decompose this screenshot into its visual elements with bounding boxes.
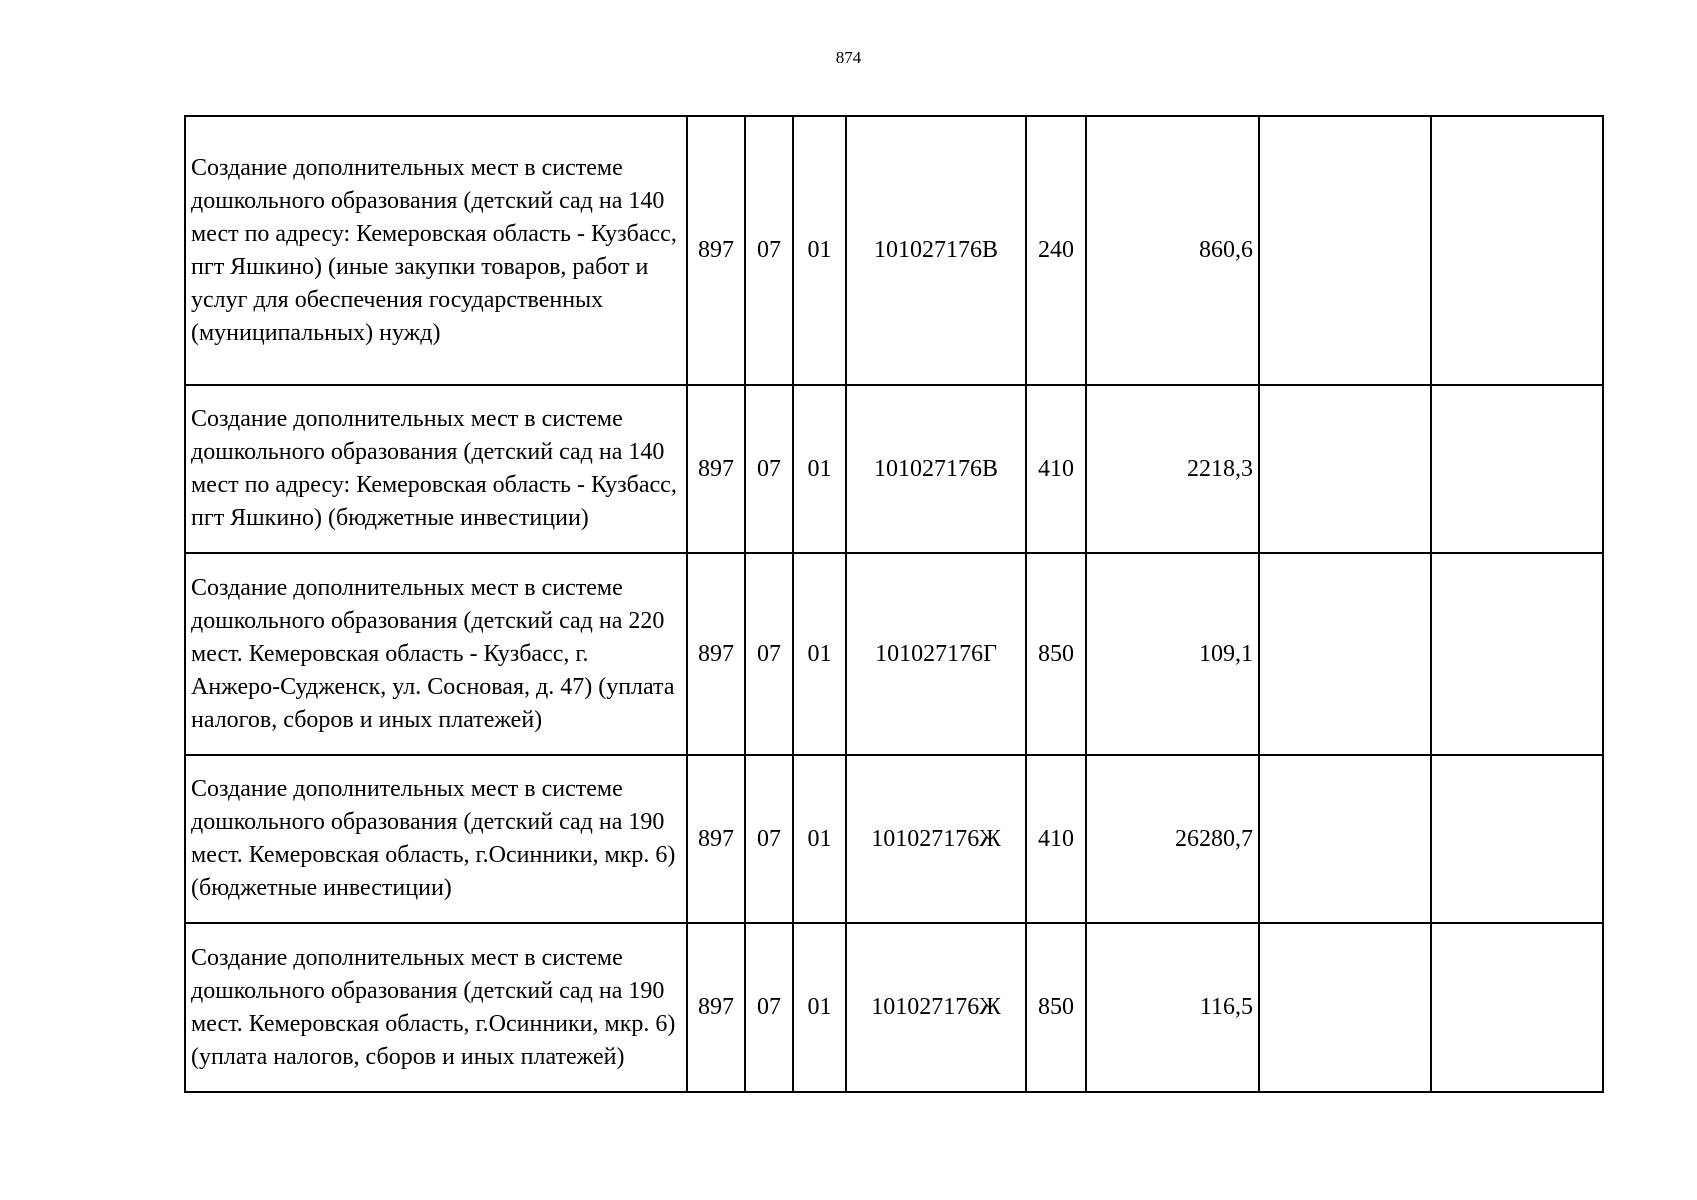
amount-cell: 26280,7 [1086, 755, 1259, 923]
expense-type-code: 850 [1026, 553, 1086, 755]
section-code: 07 [745, 116, 793, 385]
ministry-code: 897 [687, 116, 745, 385]
target-article-code: 101027176В [846, 116, 1026, 385]
empty-cell [1431, 755, 1603, 923]
row-description: Создание дополнительных мест в системе дошкольного образования (детский сад на 140 мест по адресу: Кемеровская область - Кузбасс, пгт Яшкино) (бюджетные инвестиции) [185, 385, 687, 553]
table-row [185, 923, 1603, 1092]
amount-cell: 2218,3 [1086, 385, 1259, 553]
empty-cell [1259, 923, 1431, 1092]
empty-cell [1431, 923, 1603, 1092]
target-article-code: 101027176Г [846, 553, 1026, 755]
target-article-code: 101027176Ж [846, 923, 1026, 1092]
subsection-code: 01 [793, 385, 846, 553]
target-article-code: 101027176Ж [846, 755, 1026, 923]
ministry-code: 897 [687, 755, 745, 923]
subsection-code: 01 [793, 553, 846, 755]
expense-type-code: 410 [1026, 385, 1086, 553]
table-row [185, 553, 1603, 755]
row-description: Создание дополнительных мест в системе дошкольного образования (детский сад на 190 мест. Кемеровская область, г.Осинники, мкр. 6) (бюджетные инвестиции) [185, 755, 687, 923]
amount-cell: 116,5 [1086, 923, 1259, 1092]
section-code: 07 [745, 923, 793, 1092]
table-row [185, 385, 1603, 553]
target-article-code: 101027176В [846, 385, 1026, 553]
row-description: Создание дополнительных мест в системе дошкольного образования (детский сад на 190 мест. Кемеровская область, г.Осинники, мкр. 6) (уплата налогов, сборов и иных платежей) [185, 923, 687, 1092]
row-description: Создание дополнительных мест в системе дошкольного образования (детский сад на 220 мест. Кемеровская область - Кузбасс, г. Анжеро-Судженск, ул. Сосновая, д. 47) (уплата налогов, сборов и иных платежей) [185, 553, 687, 755]
empty-cell [1431, 385, 1603, 553]
amount-cell: 860,6 [1086, 116, 1259, 385]
budget-table [184, 115, 1604, 1093]
empty-cell [1431, 116, 1603, 385]
ministry-code: 897 [687, 923, 745, 1092]
table-row [185, 116, 1603, 385]
section-code: 07 [745, 755, 793, 923]
subsection-code: 01 [793, 755, 846, 923]
ministry-code: 897 [687, 553, 745, 755]
expense-type-code: 410 [1026, 755, 1086, 923]
empty-cell [1431, 553, 1603, 755]
expense-type-code: 850 [1026, 923, 1086, 1092]
subsection-code: 01 [793, 116, 846, 385]
empty-cell [1259, 755, 1431, 923]
page-number: 874 [835, 48, 862, 67]
table-row [185, 755, 1603, 923]
section-code: 07 [745, 385, 793, 553]
amount-cell: 109,1 [1086, 553, 1259, 755]
expense-type-code: 240 [1026, 116, 1086, 385]
ministry-code: 897 [687, 385, 745, 553]
empty-cell [1259, 385, 1431, 553]
empty-cell [1259, 553, 1431, 755]
section-code: 07 [745, 553, 793, 755]
subsection-code: 01 [793, 923, 846, 1092]
row-description: Создание дополнительных мест в системе дошкольного образования (детский сад на 140 мест по адресу: Кемеровская область - Кузбасс, пгт Яшкино) (иные закупки товаров, работ и услуг для обеспечения государственных (муниципальных) нужд) [185, 116, 687, 385]
empty-cell [1259, 116, 1431, 385]
